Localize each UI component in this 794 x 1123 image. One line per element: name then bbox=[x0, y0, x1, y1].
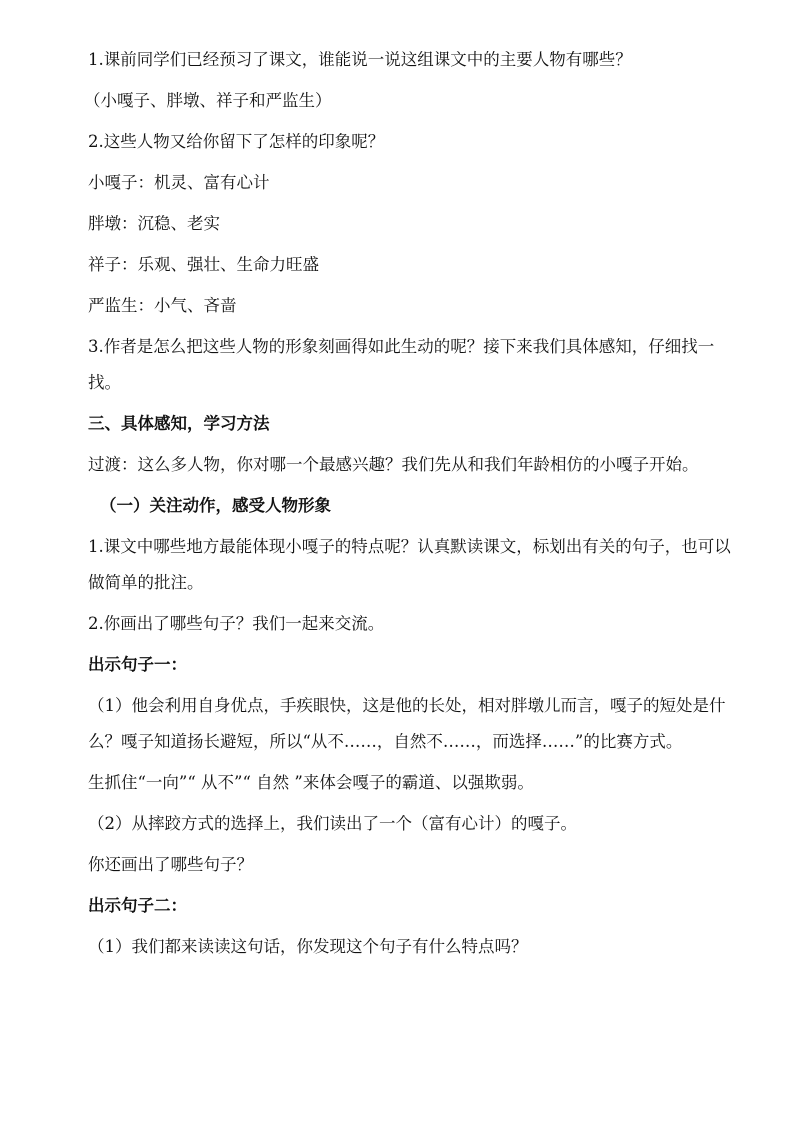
paragraph-14: 你还画出了哪些句子？ bbox=[88, 855, 253, 874]
paragraph-1: 1.课前同学们已经预习了课文，谁能说一说这组课文中的主要人物有哪些？ bbox=[88, 50, 632, 69]
paragraph-8: 3.作者是怎么把这些人物的形象刻画得如此生动的呢？接下来我们具体感知，仔细找一找。 bbox=[88, 337, 715, 392]
paragraph-7: 严监生：小气、吝啬 bbox=[88, 296, 237, 315]
paragraph-13: （2）从摔跤方式的选择上，我们读出了一个（富有心计）的嘎子。 bbox=[88, 814, 577, 833]
section-heading-3: 三、具体感知，学习方法 bbox=[88, 414, 270, 433]
subsection-heading-1: （一）关注动作，感受人物形象 bbox=[100, 496, 331, 515]
paragraph-9: 1.课文中哪些地方最能体现小嘎子的特点呢？认真默读课文，标划出有关的句子，也可以做简单的批注。 bbox=[88, 537, 731, 592]
paragraph-5: 胖墩：沉稳、老实 bbox=[88, 214, 220, 233]
paragraph-15: （1）我们都来读读这句话，你发现这个句子有什么特点吗？ bbox=[88, 937, 528, 956]
paragraph-10: 2.你画出了哪些句子？我们一起来交流。 bbox=[88, 614, 385, 633]
sentence-label-1: 出示句子一： bbox=[88, 655, 187, 674]
paragraph-transition: 过渡：这么多人物，你对哪一个最感兴趣？我们先从和我们年龄相仿的小嘎子开始。 bbox=[88, 455, 699, 474]
paragraph-2: （小嘎子、胖墩、祥子和严监生） bbox=[84, 91, 332, 110]
paragraph-11: （1）他会利用自身优点，手疾眼快，这是他的长处，相对胖墩儿而言，嘎子的短处是什么？嘎子知道扬长避短，所以“从不……，自然不……，而选择……”的比赛方式。 bbox=[88, 696, 726, 751]
paragraph-3: 2.这些人物又给你留下了怎样的印象呢？ bbox=[88, 132, 385, 151]
document-page bbox=[84, 42, 740, 970]
sentence-label-2: 出示句子二： bbox=[88, 896, 187, 915]
paragraph-6: 祥子：乐观、强壮、生命力旺盛 bbox=[88, 255, 319, 274]
paragraph-12: 生抓住“一向”“ 从不”“ 自然 ”来体会嘎子的霸道、以强欺弱。 bbox=[88, 773, 534, 792]
paragraph-4: 小嘎子：机灵、富有心计 bbox=[88, 173, 270, 192]
